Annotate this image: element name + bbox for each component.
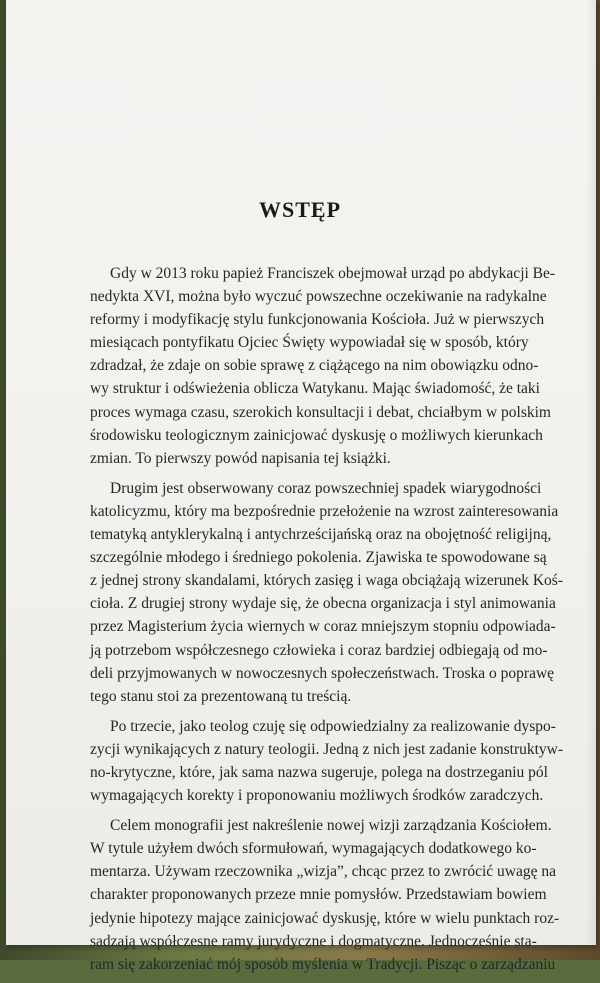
text-line: proces wymaga czasu, szerokich konsultacji i debat, chciałbym w polskim — [90, 403, 551, 421]
text-line: Po trzecie, jako teolog czuję się odpowiedzialny za realizowanie dyspo- — [110, 717, 556, 735]
text-line: środowisku teologicznym zainicjować dyskusję o możliwych kierunkach — [90, 426, 543, 444]
text-line: zycji wynikających z natury teologii. Jedną z nich jest zadanie konstruktyw- — [90, 740, 564, 758]
paragraph — [90, 262, 556, 470]
page-edge-shadow — [586, 0, 596, 945]
text-line: ram się zakorzeniać mój sposób myślenia w Tradycji. Pisząc o zarządzaniu — [90, 955, 556, 973]
text-line: jedynie hipotezy mające zainicjować dyskusję, które w wielu punktach roz- — [90, 909, 560, 927]
chapter-heading: WSTĘP — [258, 197, 342, 222]
text-line: wy struktur i odświeżenia oblicza Watykanu. Mając świadomość, że taki — [90, 380, 540, 398]
text-line: Drugim jest obserwowany coraz powszechniej spadek wiarygodności — [110, 479, 542, 497]
text-line: przez Magisterium życia wiernych w coraz mniejszym stopniu odpowiada- — [90, 618, 556, 636]
text-line: mentarza. Używam rzeczownika „wizja”, chcąc przez to zwrócić uwagę na — [90, 863, 557, 881]
text-line: nedykta XVI, można było wyczuć powszechne oczekiwanie na radykalne — [90, 288, 547, 306]
text-line: ją potrzebom współczesnego człowieka i coraz bardziej odbiegają od mo- — [90, 641, 548, 659]
text-line: Gdy w 2013 roku papież Franciszek obejmował urząd po abdykacji Be- — [110, 265, 556, 282]
text-line: sadzają współczesne ramy jurydyczne i dogmatyczne. Jednocześnie sta- — [90, 932, 537, 950]
text-line: W tytule użyłem dwóch sformułowań, wymagających dodatkowego ko- — [90, 840, 537, 858]
text-line: no-krytyczne, które, jak sama nazwa sugeruje, polega na dostrzeganiu pól — [90, 763, 548, 781]
text-line: miesiącach pontyfikatu Ojciec Święty wypowiadał się w sposób, który — [90, 334, 529, 352]
text-line: tego stanu stoi za prezentowaną tu treścią. — [90, 687, 352, 705]
text-line: katolicyzmu, który ma bezpośrednie przełożenie na wzrost zainteresowania — [90, 502, 559, 520]
paragraph — [90, 715, 564, 807]
text-line: cioła. Z drugiej strony wydaje się, że obecna organizacja i styl animowania — [90, 595, 556, 613]
text-line: z jednej strony skandalami, których zasięg i waga obciążają wizerunek Koś- — [90, 572, 563, 590]
text-line: charakter proponowanych przeze mnie pomysłów. Przedstawiam bowiem — [90, 886, 547, 904]
paragraph — [90, 814, 560, 976]
text-line: Celem monografii jest nakreślenie nowej wizji zarządzania Kościołem. — [110, 817, 552, 835]
text-line: reformy i modyfikację stylu funkcjonowania Kościoła. Już w pierwszych — [90, 311, 545, 329]
text-line: zmian. To pierwszy powód napisania tej książki. — [90, 449, 391, 467]
text-line: deli przyjmowanych w nowoczesnych społeczeństwach. Troska o poprawę — [90, 664, 555, 682]
paragraph — [90, 477, 563, 708]
text-line: szczególnie młodego i średniego pokolenia. Zjawiska te spowodowane są — [90, 549, 547, 567]
text-line: zdradzał, że zdaje on sobie sprawę z ciążącego na nim obowiązku odno- — [90, 357, 539, 375]
text-line: tematyką antyklerykalną i antychrześcijańską oraz na obojętność religijną, — [90, 526, 552, 544]
body-text — [90, 262, 564, 983]
text-line: wymagających korekty i proponowaniu możliwych środków zaradczych. — [90, 787, 544, 805]
